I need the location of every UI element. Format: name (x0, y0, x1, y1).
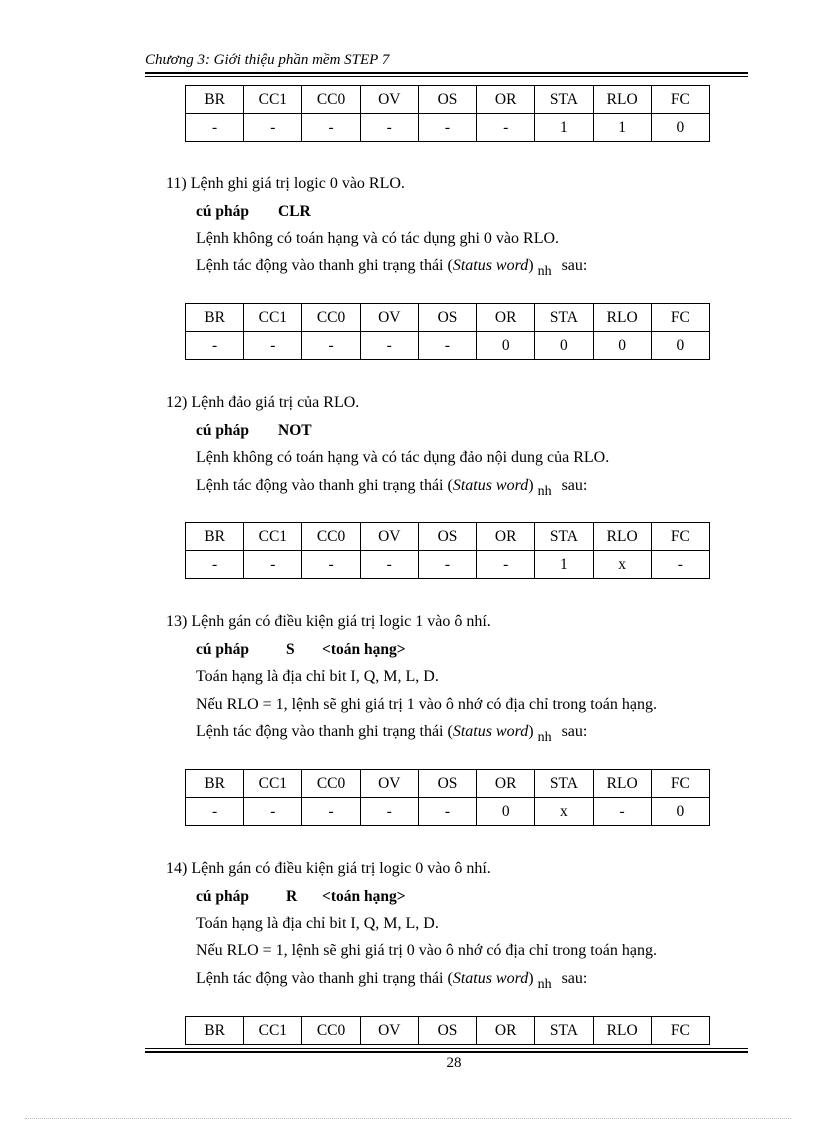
table-value-cell: - (244, 551, 302, 579)
table-header-cell: OR (477, 523, 535, 551)
section-12-syntax-command: NOT (278, 422, 312, 439)
table-header-row (186, 1017, 710, 1045)
table-header-cell: OR (477, 86, 535, 114)
status-word-term: Status word (452, 970, 529, 987)
table-value-cell: 0 (477, 798, 535, 826)
page-number: 28 (446, 1055, 462, 1071)
table-header-cell: BR (186, 1017, 244, 1045)
status-line-tail: sau: (561, 970, 588, 987)
table-header-cell: OR (477, 770, 535, 798)
section-14-syntax-command: R (286, 888, 298, 905)
section-11-syntax-command: CLR (278, 203, 311, 220)
status-line-prefix: Lệnh tác động vào thanh ghi trạng thái ( (196, 477, 453, 494)
section-14-line: Toán hạng là địa chỉ bit I, Q, M, L, D. (196, 915, 439, 932)
table-header-cell: RLO (593, 770, 651, 798)
section-12-line: Lệnh không có toán hạng và có tác dụng đảo nội dung của RLO. (196, 449, 610, 466)
table-value-row (186, 114, 710, 142)
table-header-cell: CC1 (244, 1017, 302, 1045)
status-word-term: Status word (452, 257, 529, 274)
table-header-row (186, 86, 710, 114)
table-header-cell: OV (360, 86, 418, 114)
status-line-sub: nh (537, 730, 552, 745)
section-11-heading: 11) Lệnh ghi giá trị logic 0 vào RLO. (166, 175, 405, 192)
section-14-heading: 14) Lệnh gán có điều kiện giá trị logic 0 vào ô nhí. (166, 860, 491, 877)
table-value-cell: - (418, 114, 476, 142)
status-line-sub: nh (537, 977, 552, 992)
table-header-cell: STA (535, 86, 593, 114)
table-header-cell: RLO (593, 523, 651, 551)
table-header-cell: OR (477, 304, 535, 332)
table-header-row (186, 770, 710, 798)
section-14-status-line (196, 970, 588, 992)
table-value-cell: 1 (593, 114, 651, 142)
table-value-cell: 1 (535, 551, 593, 579)
table-value-cell: - (186, 332, 244, 360)
table-header-cell: CC1 (244, 304, 302, 332)
table-header-cell: RLO (593, 1017, 651, 1045)
status-line-prefix: Lệnh tác động vào thanh ghi trạng thái ( (196, 723, 453, 740)
section-14-syntax-operand: <toán hạng> (322, 888, 406, 905)
section-13-syntax-label: cú pháp (196, 641, 249, 658)
table-value-cell: - (360, 114, 418, 142)
table-header-cell: FC (651, 770, 709, 798)
section-13-heading: 13) Lệnh gán có điều kiện giá trị logic 1 vào ô nhí. (166, 613, 491, 630)
table-header-cell: CC0 (302, 770, 360, 798)
status-line-sub: nh (537, 264, 552, 279)
table-header-cell: FC (651, 1017, 709, 1045)
table-value-cell: - (186, 798, 244, 826)
table-value-cell: - (418, 332, 476, 360)
section-11-line: Lệnh không có toán hạng và có tác dụng ghi 0 vào RLO. (196, 230, 560, 247)
status-word-term: Status word (452, 477, 529, 494)
section-14-syntax-label: cú pháp (196, 888, 249, 905)
table-value-cell: x (593, 551, 651, 579)
table-header-cell: BR (186, 304, 244, 332)
section-13-syntax-operand: <toán hạng> (322, 641, 406, 658)
table-value-cell: 0 (651, 332, 709, 360)
section-11-syntax-label: cú pháp (196, 203, 249, 220)
section-13-line: Toán hạng là địa chỉ bit I, Q, M, L, D. (196, 668, 439, 685)
table-header-cell: OS (418, 523, 476, 551)
table-value-cell: - (593, 798, 651, 826)
header-rule-thick (145, 72, 748, 74)
table-header-row (186, 523, 710, 551)
table-value-cell: - (360, 798, 418, 826)
status-line-close: ) (528, 723, 534, 740)
status-line-close: ) (528, 257, 534, 274)
status-word-term: Status word (452, 723, 529, 740)
section-11-status-line (196, 257, 588, 279)
table-header-cell: CC0 (302, 523, 360, 551)
table-value-cell: - (244, 332, 302, 360)
section-14-line: Nếu RLO = 1, lệnh sẽ ghi giá trị 0 vào ô nhớ có địa chỉ trong toán hạng. (196, 942, 657, 959)
table-header-cell: CC0 (302, 304, 360, 332)
table-header-cell: RLO (593, 86, 651, 114)
table-header-cell: STA (535, 523, 593, 551)
table-value-cell: - (418, 551, 476, 579)
table-header-cell: CC1 (244, 86, 302, 114)
table-header-cell: OS (418, 1017, 476, 1045)
table-header-cell: CC1 (244, 770, 302, 798)
footer-rule-thin (145, 1048, 748, 1049)
table-value-row (186, 551, 710, 579)
table-value-row (186, 798, 710, 826)
header-rule-thin (145, 76, 748, 77)
table-header-cell: FC (651, 86, 709, 114)
status-line-prefix: Lệnh tác động vào thanh ghi trạng thái ( (196, 970, 453, 987)
status-line-close: ) (528, 970, 534, 987)
table-header-cell: BR (186, 86, 244, 114)
table-header-cell: CC0 (302, 1017, 360, 1045)
table-value-cell: - (302, 551, 360, 579)
table-header-cell: CC1 (244, 523, 302, 551)
status-line-tail: sau: (561, 257, 588, 274)
table-header-cell: RLO (593, 304, 651, 332)
status-word-table-14 (185, 1016, 710, 1045)
table-header-cell: OV (360, 304, 418, 332)
table-value-cell: - (418, 798, 476, 826)
table-header-cell: OR (477, 1017, 535, 1045)
section-13-syntax-command: S (286, 641, 295, 658)
table-value-cell: - (302, 114, 360, 142)
table-value-cell: 0 (535, 332, 593, 360)
table-header-cell: BR (186, 523, 244, 551)
table-value-row (186, 332, 710, 360)
table-header-cell: OS (418, 304, 476, 332)
table-value-cell: - (186, 551, 244, 579)
table-value-cell: - (244, 114, 302, 142)
status-line-close: ) (528, 477, 534, 494)
table-header-cell: OV (360, 770, 418, 798)
section-12-heading: 12) Lệnh đảo giá trị của RLO. (166, 394, 360, 411)
table-header-cell: OS (418, 770, 476, 798)
section-13-status-line (196, 723, 588, 745)
status-word-table-13 (185, 769, 710, 826)
status-line-prefix: Lệnh tác động vào thanh ghi trạng thái ( (196, 257, 453, 274)
table-header-row (186, 304, 710, 332)
table-header-cell: FC (651, 304, 709, 332)
status-word-table-top (185, 85, 710, 142)
table-value-cell: 0 (651, 798, 709, 826)
section-12-syntax-label: cú pháp (196, 422, 249, 439)
table-header-cell: OV (360, 1017, 418, 1045)
table-header-cell: BR (186, 770, 244, 798)
table-header-cell: FC (651, 523, 709, 551)
table-value-cell: 0 (593, 332, 651, 360)
table-value-cell: - (360, 551, 418, 579)
table-header-cell: STA (535, 1017, 593, 1045)
status-line-tail: sau: (561, 477, 588, 494)
table-value-cell: - (477, 551, 535, 579)
table-value-cell: x (535, 798, 593, 826)
section-13-line: Nếu RLO = 1, lệnh sẽ ghi giá trị 1 vào ô nhớ có địa chỉ trong toán hạng. (196, 696, 657, 713)
table-header-cell: STA (535, 770, 593, 798)
page-bottom-divider (25, 1118, 791, 1119)
status-line-sub: nh (537, 484, 552, 499)
table-value-cell: - (360, 332, 418, 360)
table-value-cell: - (244, 798, 302, 826)
table-value-cell: 0 (477, 332, 535, 360)
table-value-cell: - (302, 798, 360, 826)
footer-rule-thick (145, 1051, 748, 1053)
table-header-cell: OS (418, 86, 476, 114)
status-word-table-12 (185, 522, 710, 579)
page-header-title: Chương 3: Giới thiệu phần mềm STEP 7 (145, 52, 390, 68)
table-header-cell: CC0 (302, 86, 360, 114)
table-value-cell: - (477, 114, 535, 142)
table-value-cell: - (651, 551, 709, 579)
table-value-cell: - (186, 114, 244, 142)
table-value-cell: - (302, 332, 360, 360)
status-line-tail: sau: (561, 723, 588, 740)
table-header-cell: OV (360, 523, 418, 551)
status-word-table-11 (185, 303, 710, 360)
table-value-cell: 1 (535, 114, 593, 142)
section-12-status-line (196, 477, 588, 499)
table-value-cell: 0 (651, 114, 709, 142)
table-header-cell: STA (535, 304, 593, 332)
